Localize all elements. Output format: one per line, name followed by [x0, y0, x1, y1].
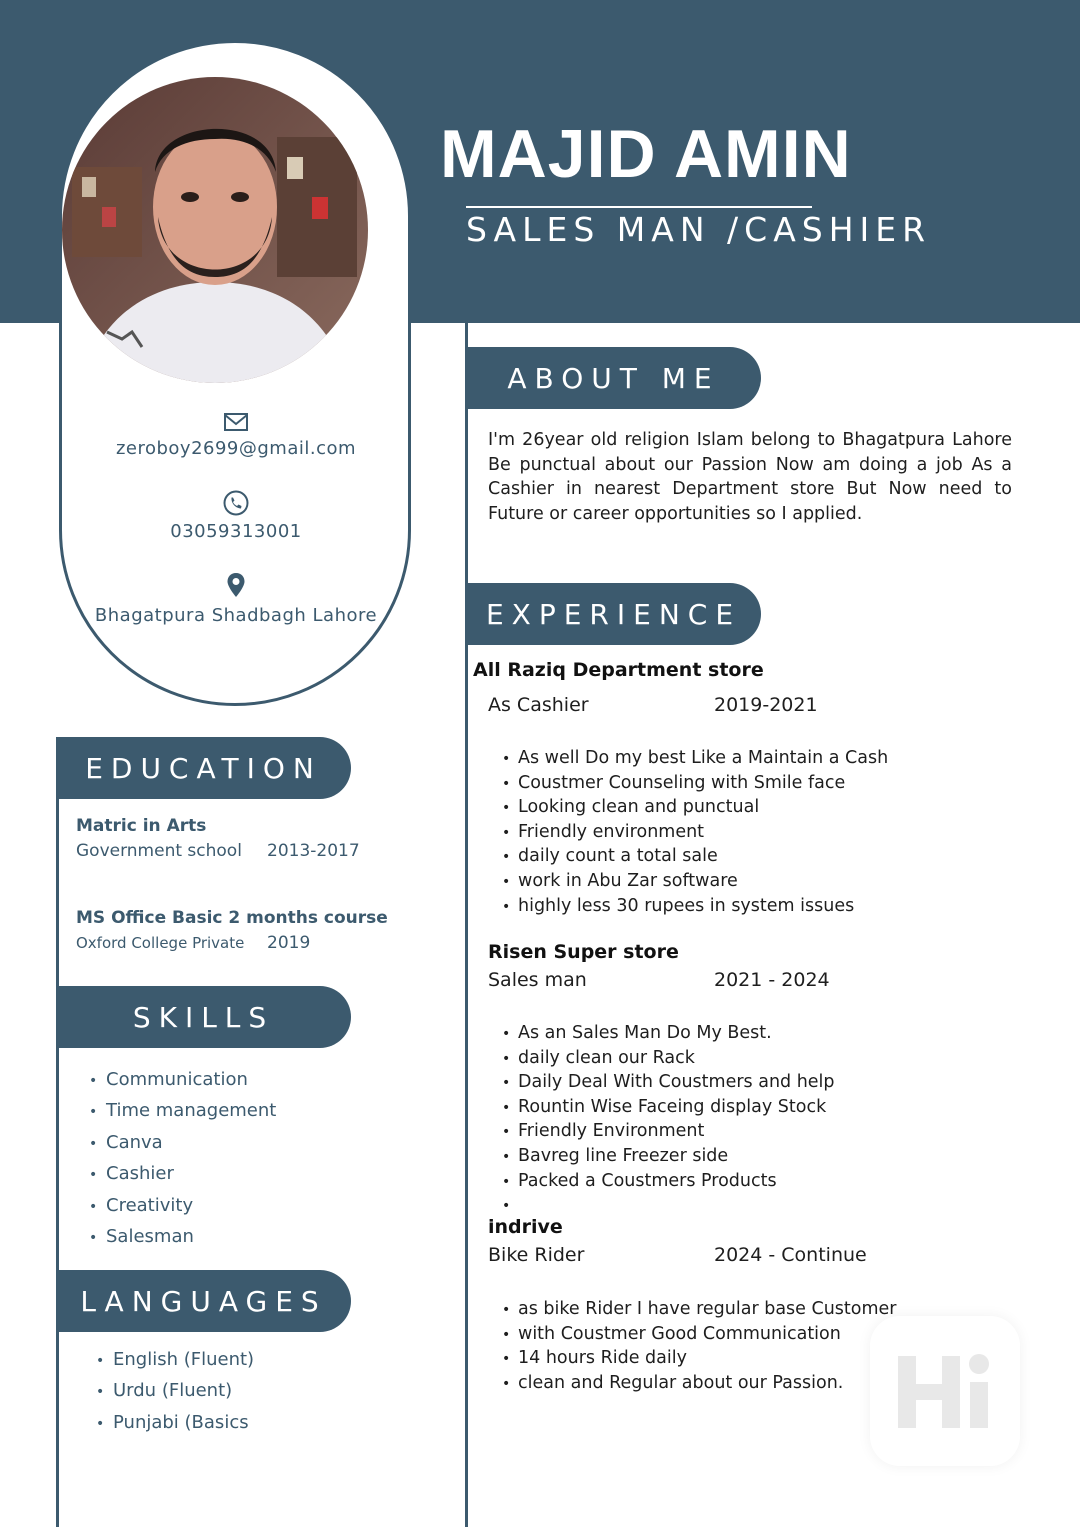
candidate-name: MAJID AMIN: [440, 116, 852, 192]
about-heading: ABOUT ME: [466, 347, 761, 409]
skill-item: • Communication: [89, 1064, 276, 1095]
address-text: Bhagatpura Shadbagh Lahore: [94, 605, 378, 626]
job-bullet: • highly less 30 rupees in system issues: [502, 894, 888, 919]
job-bullets: [502, 1297, 897, 1395]
right-vertical-line: [465, 323, 468, 1527]
job-bullet: • Bavreg line Freezer side: [502, 1144, 835, 1169]
hi-logo-glyph: [890, 1346, 1000, 1436]
language-item: • English (Fluent): [96, 1344, 254, 1375]
skill-item: • Creativity: [89, 1190, 276, 1221]
job-period: 2024 - Continue: [714, 1244, 867, 1266]
skill-item: • Cashier: [89, 1158, 276, 1189]
job-role: As Cashier: [488, 694, 589, 716]
language-item: • Urdu (Fluent): [96, 1375, 254, 1406]
job-bullets: [502, 746, 888, 918]
job-period: 2019-2021: [714, 694, 818, 716]
job-bullet: • As well Do my best Like a Maintain a Cash: [502, 746, 888, 771]
languages-list: [96, 1344, 254, 1438]
job-bullet: • Rountin Wise Faceing display Stock: [502, 1095, 835, 1120]
phone-icon: [222, 489, 250, 517]
job-bullet: • clean and Regular about our Passion.: [502, 1371, 897, 1396]
job-bullets: [502, 1021, 835, 1218]
skill-item: • Canva: [89, 1127, 276, 1158]
skill-item: • Time management: [89, 1095, 276, 1126]
job-period: 2021 - 2024: [714, 969, 830, 991]
phone-text[interactable]: 03059313001: [170, 521, 302, 542]
education-title: Matric in Arts: [76, 816, 207, 836]
job-company: indrive: [488, 1216, 563, 1238]
education-years: 2013-2017: [267, 841, 360, 861]
job-bullet: • work in Abu Zar software: [502, 869, 888, 894]
location-pin-icon: [222, 571, 250, 599]
job-role: Sales man: [488, 969, 587, 991]
hi-logo-icon: [870, 1316, 1020, 1466]
skills-heading: SKILLS: [56, 986, 351, 1048]
title-divider: [466, 206, 812, 208]
job-bullet: • daily count a total sale: [502, 844, 888, 869]
job-bullet: • Daily Deal With Coustmers and help: [502, 1070, 835, 1095]
job-bullet: • with Coustmer Good Communication: [502, 1322, 897, 1347]
profile-photo: [62, 77, 368, 383]
experience-heading: EXPERIENCE: [466, 583, 761, 645]
job-bullet: • Coustmer Counseling with Smile face: [502, 771, 888, 796]
job-bullet: • Friendly Environment: [502, 1119, 835, 1144]
job-bullet: • daily clean our Rack: [502, 1046, 835, 1071]
job-bullet: • as bike Rider I have regular base Customer: [502, 1297, 897, 1322]
job-bullet: • Looking clean and punctual: [502, 795, 888, 820]
skill-item: • Salesman: [89, 1221, 276, 1252]
job-company: Risen Super store: [488, 941, 679, 963]
job-title: SALES MAN /CASHIER: [466, 210, 932, 249]
profile-photo-illustration: [62, 77, 368, 383]
education-heading: EDUCATION: [56, 737, 351, 799]
languages-heading: LANGUAGES: [56, 1270, 351, 1332]
email-text[interactable]: zeroboy2699@gmail.com: [115, 438, 357, 459]
job-bullet: [502, 1193, 835, 1218]
education-school: Government school: [76, 841, 242, 861]
job-bullet: • Packed a Coustmers Products: [502, 1169, 835, 1194]
job-company: All Raziq Department store: [473, 659, 764, 681]
skills-list: [89, 1064, 276, 1252]
mail-icon: [222, 408, 250, 436]
job-bullet: • 14 hours Ride daily: [502, 1346, 897, 1371]
education-title: MS Office Basic 2 months course: [76, 908, 388, 928]
education-school: Oxford College Private: [76, 934, 245, 952]
about-text: I'm 26year old religion Islam belong to Bhagatpura Lahore Be punctual about our Passion Now am doing a job As a Cashier in nearest Department store But Now need to Future or career opportunities so I applied.: [488, 430, 1012, 524]
job-bullet: • Friendly environment: [502, 820, 888, 845]
job-role: Bike Rider: [488, 1244, 585, 1266]
left-vertical-line: [56, 740, 59, 1527]
language-item: • Punjabi (Basics: [96, 1407, 254, 1438]
education-years: 2019: [267, 933, 311, 953]
job-bullet: • As an Sales Man Do My Best.: [502, 1021, 835, 1046]
